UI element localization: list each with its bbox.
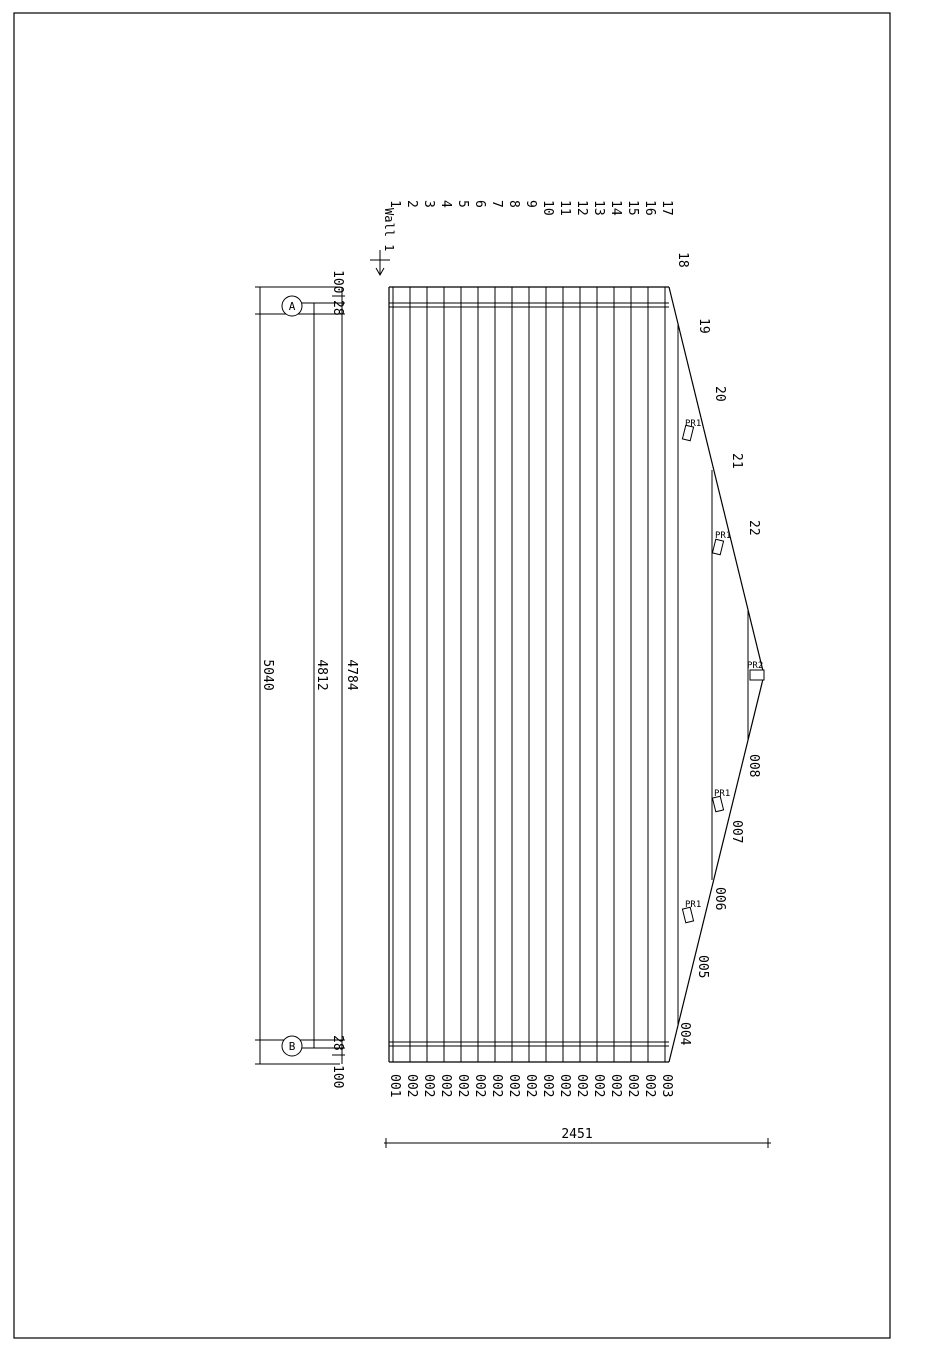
bottom-mark-12: 002 xyxy=(574,1074,589,1098)
slope-mark-006: 006 xyxy=(712,887,727,911)
bottom-mark-8: 002 xyxy=(506,1074,521,1098)
top-mark-13: 13 xyxy=(591,200,606,216)
slope-mark-22: 22 xyxy=(746,520,761,536)
gable-upper-edge xyxy=(669,287,764,675)
bottom-mark-10: 002 xyxy=(540,1074,555,1098)
connector-label-pr1-4: PR1 xyxy=(685,900,702,910)
dim-text-5040: 5040 xyxy=(260,659,275,691)
dim-text-100-top: 100 xyxy=(330,270,345,294)
dimension-texts xyxy=(260,270,359,1088)
bottom-mark-15: 002 xyxy=(625,1074,640,1098)
slope-mark-005: 005 xyxy=(695,955,710,979)
top-mark-12: 12 xyxy=(574,200,589,216)
top-mark-2: 2 xyxy=(404,200,419,208)
bottom-mark-5: 002 xyxy=(455,1074,470,1098)
dim-text-4812: 4812 xyxy=(314,659,329,691)
dim-text-28-top: 28 xyxy=(330,300,345,316)
top-mark-14: 14 xyxy=(608,200,623,216)
slope-mark-008: 008 xyxy=(746,754,761,778)
slope-mark-007: 007 xyxy=(729,820,744,844)
wall-label: Wall 1 xyxy=(382,208,396,252)
grid-bubble-a xyxy=(282,296,302,316)
top-mark-1: 1 xyxy=(387,200,402,208)
slope-mark-18: 18 xyxy=(675,252,690,268)
slope-mark-20: 20 xyxy=(712,386,727,402)
dim-text-4784: 4784 xyxy=(344,659,359,691)
dim-text-100-bottom: 100 xyxy=(330,1065,345,1089)
slope-mark-004: 004 xyxy=(677,1022,692,1046)
top-mark-9: 9 xyxy=(523,200,538,208)
bottom-mark-14: 002 xyxy=(608,1074,623,1098)
bottom-row-marks xyxy=(387,1074,674,1097)
bottom-mark-2: 002 xyxy=(404,1074,419,1098)
bottom-mark-9: 002 xyxy=(523,1074,538,1098)
top-mark-5: 5 xyxy=(455,200,470,208)
bottom-mark-1: 001 xyxy=(387,1074,402,1098)
grid-label-b: B xyxy=(288,1040,296,1053)
top-mark-8: 8 xyxy=(506,200,521,208)
top-mark-10: 10 xyxy=(540,200,555,216)
grid-bubble-b xyxy=(282,1036,302,1056)
connector-label-pr1-2: PR1 xyxy=(715,531,732,541)
connector-pr2 xyxy=(750,670,764,680)
top-mark-17: 17 xyxy=(659,200,674,216)
dim-text-2451: 2451 xyxy=(561,1127,593,1142)
top-mark-6: 6 xyxy=(472,200,487,208)
bottom-mark-11: 002 xyxy=(557,1074,572,1098)
bottom-mark-16: 002 xyxy=(642,1074,657,1098)
connector-label-pr1-3: PR1 xyxy=(714,789,731,799)
wall-outline xyxy=(389,287,764,1062)
top-row-marks xyxy=(387,200,674,216)
connectors xyxy=(682,425,764,923)
bottom-mark-3: 002 xyxy=(421,1074,436,1098)
bottom-mark-17: 003 xyxy=(659,1074,674,1098)
bottom-mark-6: 002 xyxy=(472,1074,487,1098)
wall-arrow xyxy=(370,250,390,275)
bottom-mark-7: 002 xyxy=(489,1074,504,1098)
connector-label-pr2: PR2 xyxy=(747,661,764,671)
top-mark-11: 11 xyxy=(557,200,572,216)
bottom-mark-4: 002 xyxy=(438,1074,453,1098)
top-mark-15: 15 xyxy=(625,200,640,216)
gable-lower-edge xyxy=(669,675,764,1062)
studs-group xyxy=(393,287,665,1062)
bottom-mark-13: 002 xyxy=(591,1074,606,1098)
top-mark-16: 16 xyxy=(642,200,657,216)
dim-text-28-bottom: 28 xyxy=(330,1035,345,1051)
connector-pr1-2 xyxy=(712,539,723,555)
connector-label-pr1-1: PR1 xyxy=(685,419,702,429)
slope-mark-19: 19 xyxy=(696,318,711,334)
top-mark-4: 4 xyxy=(438,200,453,208)
top-mark-3: 3 xyxy=(421,200,436,208)
slope-mark-21: 21 xyxy=(729,453,744,469)
grid-label-a: A xyxy=(288,300,296,313)
top-mark-7: 7 xyxy=(489,200,504,208)
